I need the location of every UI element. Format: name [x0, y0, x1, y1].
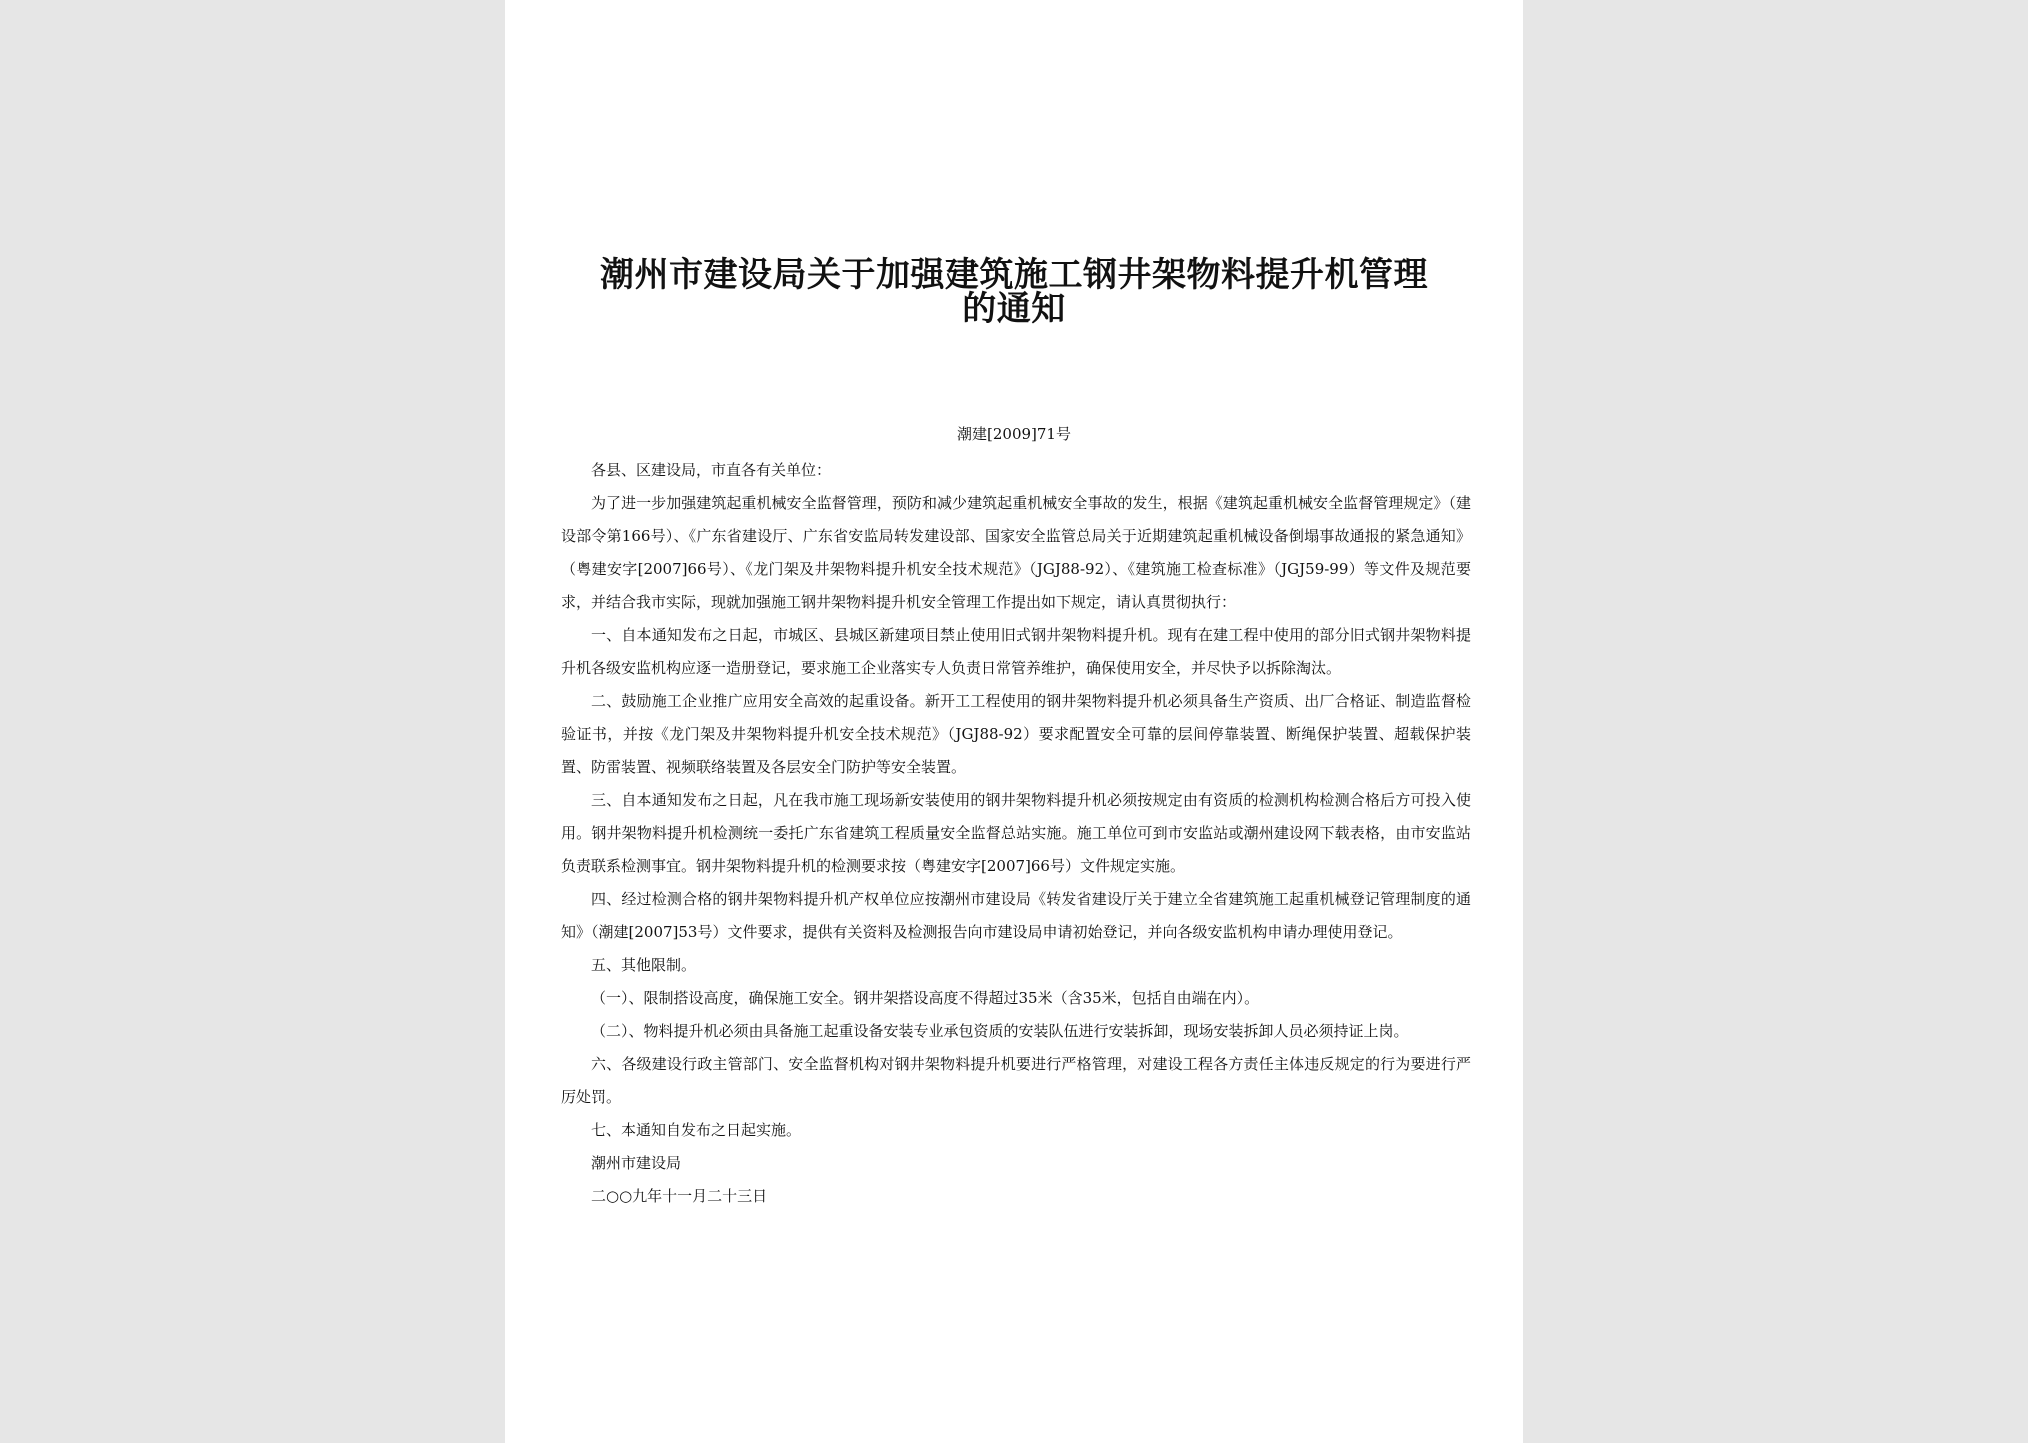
paragraph-2: 二、鼓励施工企业推广应用安全高效的起重设备。新开工工程使用的钢井架物料提升机必须具备生产资质、出厂合格证、制造监督检验证书，并按《龙门架及井架物料提升机安全技术规范》（JGJ88-92）要求配置安全可靠的层间停靠装置、断绳保护装置、超载保护装置、防雷装置、视频联络装置及各层安全门防护等安全装置。	[561, 692, 1471, 776]
paragraph-intro: 为了进一步加强建筑起重机械安全监督管理，预防和减少建筑起重机械安全事故的发生，根据《建筑起重机械安全监督管理规定》（建设部令第166号）、《广东省建设厅、广东省安监局转发建设部、国家安全监管总局关于近期建筑起重机械设备倒塌事故通报的紧急通知》（粤建安字[2007]66号）、《龙门架及井架物料提升机安全技术规范》（JGJ88-92）、《建筑施工检查标准》（JGJ59-99）等文件及规范要求，并结合我市实际，现就加强施工钢井架物料提升机安全管理工作提出如下规定，请认真贯彻执行：	[561, 494, 1471, 611]
paragraph-6: 六、各级建设行政主管部门、安全监督机构对钢井架物料提升机要进行严格管理，对建设工程各方责任主体违反规定的行为要进行严厉处罚。	[561, 1055, 1471, 1106]
document-title: 潮州市建设局关于加强建筑施工钢井架物料提升机管理的通知	[600, 255, 1428, 329]
paragraph-4: 四、经过检测合格的钢井架物料提升机产权单位应按潮州市建设局《转发省建设厅关于建立全省建筑施工起重机械登记管理制度的通知》（潮建[2007]53号）文件要求，提供有关资料及检测报告向市建设局申请初始登记，并向各级安监机构申请办理使用登记。	[561, 890, 1471, 941]
document-page	[505, 0, 1523, 1443]
paragraph-7: 七、本通知自发布之日起实施。	[591, 1121, 802, 1139]
document-number: 潮建[2009]71号	[957, 425, 1071, 443]
paragraph-3: 三、自本通知发布之日起，凡在我市施工现场新安装使用的钢井架物料提升机必须按规定由有资质的检测机构检测合格后方可投入使用。钢井架物料提升机检测统一委托广东省建筑工程质量安全监督总站实施。施工单位可到市安监站或潮州建设网下载表格，由市安监站负责联系检测事宜。钢井架物料提升机的检测要求按（粤建安字[2007]66号）文件规定实施。	[561, 791, 1471, 875]
salutation: 各县、区建设局，市直各有关单位：	[591, 461, 832, 479]
issue-date: 二○○九年十一月二十三日	[591, 1187, 768, 1205]
paragraph-5-2: （二）、物料提升机必须由具备施工起重设备安装专业承包资质的安装队伍进行安装拆卸，现场安装拆卸人员必须持证上岗。	[591, 1022, 1409, 1040]
paragraph-5: 五、其他限制。	[591, 956, 697, 974]
paragraph-1: 一、自本通知发布之日起，市城区、县城区新建项目禁止使用旧式钢井架物料提升机。现有在建工程中使用的部分旧式钢井架物料提升机各级安监机构应逐一造册登记，要求施工企业落实专人负责日常管养维护，确保使用安全，并尽快予以拆除淘汰。	[561, 626, 1471, 677]
issuer-signature: 潮州市建设局	[591, 1154, 682, 1172]
paragraph-5-1: （一）、限制搭设高度，确保施工安全。钢井架搭设高度不得超过35米（含35米，包括自由端在内）。	[591, 989, 1260, 1007]
document-body	[561, 454, 1471, 1213]
